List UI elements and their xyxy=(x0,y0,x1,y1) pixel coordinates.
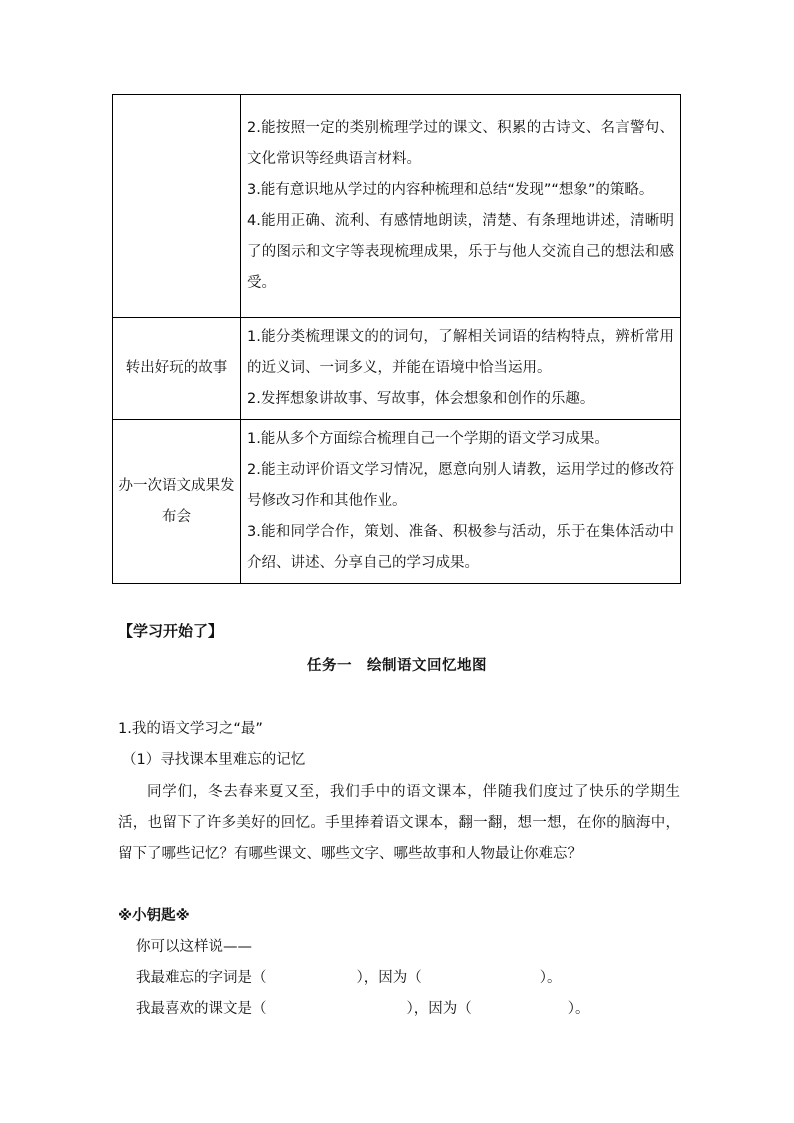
fill-sentence xyxy=(136,994,590,1025)
goal-item: 4.能用正确、流利、有感情地朗读，清楚、有条理地讲述，清晰明了的图示和文字等表现梳理成果，乐于与他人交流自己的想法和感受。 xyxy=(247,213,674,291)
table-row xyxy=(113,95,681,318)
sentence-part: ），因为（ xyxy=(406,1001,472,1017)
sentence-part: ）。 xyxy=(567,1001,590,1017)
section-heading: 【学习开始了】 xyxy=(118,622,224,640)
table-cell-goals xyxy=(241,95,681,318)
fill-sentence xyxy=(136,963,562,994)
tip-intro: 你可以这样说—— xyxy=(136,939,252,955)
task-title: 任务一 绘制语文回忆地图 xyxy=(307,658,487,674)
table-cell-topic: 转出好玩的故事 xyxy=(113,318,241,420)
goals-table xyxy=(112,94,681,584)
goal-item: 2.发挥想象讲故事、写故事，体会想象和创作的乐趣。 xyxy=(247,391,595,407)
goal-item: 2.能按照一定的类别梳理学过的课文、积累的古诗文、名言警句、文化常识等经典语言材料。 xyxy=(247,120,674,167)
table-cell-goals xyxy=(241,420,681,584)
sentence-part: ），因为（ xyxy=(356,970,422,986)
goal-item: 1.能从多个方面综合梳理自己一个学期的语文学习成果。 xyxy=(247,431,609,447)
goal-item: 1.能分类梳理课文的的词句，了解相关词语的结构特点，辨析常用的近义词、一词多义，并能在语境中恰当运用。 xyxy=(247,329,674,376)
table-row xyxy=(113,318,681,420)
goal-item: 2.能主动评价语文学习情况，愿意向别人请教，运用学过的修改符号修改习作和其他作业。 xyxy=(247,462,674,509)
table-row xyxy=(113,420,681,584)
goal-item: 3.能有意识地从学过的内容种梳理和总结“发现”“想象”的策略。 xyxy=(247,182,654,198)
body-paragraph: 同学们，冬去春来夏又至，我们手中的语文课本，伴随我们度过了快乐的学期生活，也留下了许多美好的回忆。手里捧着语文课本，翻一翻，想一想，在你的脑海中，留下了哪些记忆？有哪些课文、哪些文字、哪些故事和人物最让你难忘？ xyxy=(118,784,680,862)
goal-item: 3.能和同学合作，策划、准备、积极参与活动，乐于在集体活动中介绍、讲述、分享自己的学习成果。 xyxy=(247,524,674,571)
sentence-part: ）。 xyxy=(539,970,562,986)
item-heading: 1.我的语文学习之“最” xyxy=(118,721,263,737)
table-cell-topic xyxy=(113,95,241,318)
table-cell-topic: 办一次语文成果发布会 xyxy=(113,420,241,584)
sentence-part: 我最喜欢的课文是（ xyxy=(136,1001,267,1017)
table-cell-goals xyxy=(241,318,681,420)
sentence-part: 我最难忘的字词是（ xyxy=(136,970,267,986)
tip-title: ※小钥匙※ xyxy=(118,908,190,924)
sub-heading: （1）寻找课本里难忘的记忆 xyxy=(122,752,306,768)
